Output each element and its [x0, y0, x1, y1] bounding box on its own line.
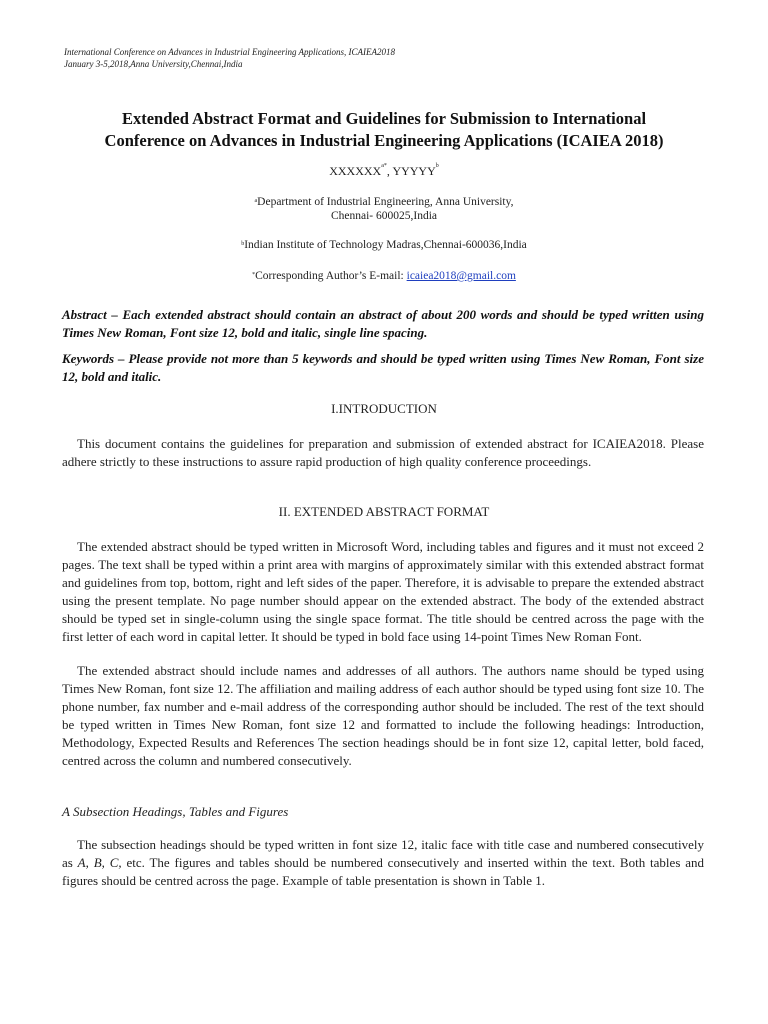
corresponding-author	[0, 269, 768, 283]
introduction-heading: I.INTRODUCTION	[331, 401, 437, 416]
corresponding-email-link[interactable]: icaiea2018@gmail.com	[406, 270, 516, 282]
paper-title	[60, 108, 708, 152]
title-line-1: Extended Abstract Format and Guidelines for Submission to International	[121, 109, 647, 128]
subsection-heading: A Subsection Headings, Tables and Figures	[62, 804, 289, 819]
affiliation-a-line-1: Department of Industrial Engineering, Anna University,	[257, 196, 514, 208]
author-1-sup: a*	[381, 163, 387, 169]
author-separator: ,	[386, 164, 393, 178]
author-2: YYYYY	[392, 164, 436, 178]
title-line-2: Conference on Advances in Industrial Engineering Applications (ICAIEA 2018)	[104, 131, 664, 150]
format-heading: II. EXTENDED ABSTRACT FORMAT	[278, 504, 490, 519]
keywords: Keywords – Please provide not more than 5 keywords and should be typed written using Times New Roman, Font size 12, bold and italic.	[62, 351, 704, 384]
format-paragraph-1: The extended abstract should be typed written in Microsoft Word, including tables and figures and it must not exceed 2 pages. The text shall be typed within a print area with margins of approximately similar with this extended abstract format and guidelines from top, bottom, right and left sides of the paper. Therefore, it is advisable to prepare the extended abstract using the present template. No page number should appear on the extended abstract. The body of the extended abstract should be typed set in single-column using the single space format. The title should be centred across the page with the first letter of each word in capital letter. It should be typed in bold face using 14-point Times New Roman Font.	[62, 539, 704, 644]
author-list	[0, 164, 768, 179]
subsection-paragraph	[62, 836, 704, 890]
format-paragraph-2: The extended abstract should include names and addresses of all authors. The authors name should be typed using Times New Roman, font size 12. The affiliation and mailing address of each author should be typed using font size 10. The phone number, fax number and e-mail address of the corresponding author should be included. The rest of the text should be typed written in Times New Roman, font size 12 and formatted to include the following headings: Introduction, Methodology, Expected Results and References The section headings should be in font size 12, capital letter, bold faced, centred across the column and numbered consecutively.	[62, 663, 704, 768]
affiliation-a-line-2: Chennai- 600025,India	[330, 210, 438, 222]
conference-header	[64, 46, 395, 70]
affiliation-a-sup: a	[254, 198, 258, 204]
subsection-paragraph-part-2: etc. The figures and tables should be numbered consecutively and inserted within the text. Both tables and figures should be centred across the page. Example of table presentation is shown in Table 1.	[62, 855, 704, 888]
affiliation-a	[0, 195, 768, 223]
affiliation-b	[0, 238, 768, 252]
introduction-paragraph: This document contains the guidelines for preparation and submission of extended abstract for ICAIEA2018. Please adhere strictly to these instructions to assure rapid production of high quality conference proceedings.	[62, 436, 704, 469]
affiliation-b-line: Indian Institute of Technology Madras,Chennai-600036,India	[244, 239, 527, 251]
affiliation-b-sup: b	[241, 241, 245, 247]
subsection-paragraph-part-1: The subsection headings should be typed written in font size 12, italic face with title case and numbered consecutively as	[62, 837, 704, 870]
abstract: Abstract – Each extended abstract should contain an abstract of about 200 words and should be typed written using Times New Roman, Font size 12, bold and italic, single line spacing.	[62, 307, 704, 340]
author-2-sup: b	[435, 163, 439, 169]
corresponding-sup: *	[252, 272, 256, 278]
subsection-letters: A, B, C,	[77, 855, 122, 870]
conference-name: International Conference on Advances in Industrial Engineering Applications, ICAIEA2018	[64, 47, 396, 57]
author-1: XXXXXX	[329, 164, 382, 178]
conference-date-venue: January 3-5,2018,Anna University,Chennai,India	[64, 59, 243, 69]
corresponding-label: Corresponding Author’s E-mail:	[255, 270, 407, 282]
